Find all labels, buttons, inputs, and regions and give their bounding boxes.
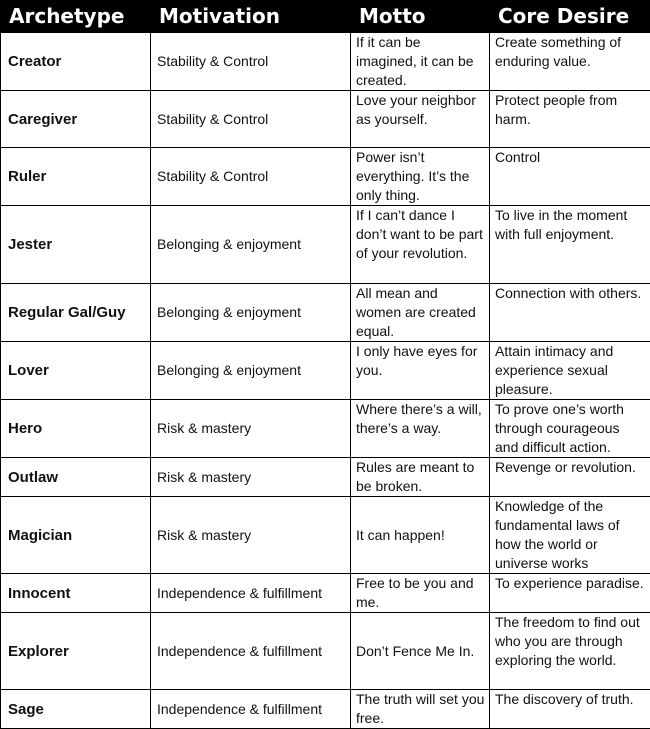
table-row bbox=[1, 342, 650, 400]
motivation-cell: Risk & mastery bbox=[151, 458, 351, 497]
motivation-cell: Stability & Control bbox=[151, 148, 351, 206]
motivation-cell: Independence & fulfillment bbox=[151, 690, 351, 729]
motivation-cell: Independence & fulfillment bbox=[151, 574, 351, 613]
motto-cell: If I can’t dance I don’t want to be part of your revolution. bbox=[351, 206, 490, 284]
archetype-cell: Explorer bbox=[1, 613, 151, 690]
core-desire-cell: Control bbox=[490, 148, 650, 206]
motto-cell: Power isn’t everything. It’s the only thing. bbox=[351, 148, 490, 206]
archetype-cell: Caregiver bbox=[1, 91, 151, 148]
archetype-cell: Creator bbox=[1, 33, 151, 91]
core-desire-cell: The freedom to find out who you are through exploring the world. bbox=[490, 613, 650, 690]
archetype-cell: Lover bbox=[1, 342, 151, 400]
core-desire-cell: To experience paradise. bbox=[490, 574, 650, 613]
header-motivation: Motivation bbox=[151, 0, 351, 33]
archetype-cell: Sage bbox=[1, 690, 151, 729]
motto-cell: The truth will set you free. bbox=[351, 690, 490, 729]
motto-cell: I only have eyes for you. bbox=[351, 342, 490, 400]
motivation-cell: Stability & Control bbox=[151, 33, 351, 91]
archetype-cell: Regular Gal/Guy bbox=[1, 284, 151, 342]
table-row bbox=[1, 284, 650, 342]
table-body bbox=[1, 33, 650, 729]
header-core-desire: Core Desire bbox=[490, 0, 650, 33]
motto-cell: If it can be imagined, it can be created. bbox=[351, 33, 490, 91]
motto-cell: All mean and women are created equal. bbox=[351, 284, 490, 342]
motivation-cell: Risk & mastery bbox=[151, 497, 351, 574]
table-row bbox=[1, 33, 650, 91]
motto-cell: Free to be you and me. bbox=[351, 574, 490, 613]
motto-cell: It can happen! bbox=[351, 497, 490, 574]
archetype-cell: Innocent bbox=[1, 574, 151, 613]
archetype-cell: Ruler bbox=[1, 148, 151, 206]
motto-cell: Love your neighbor as yourself. bbox=[351, 91, 490, 148]
core-desire-cell: Attain intimacy and experience sexual pleasure. bbox=[490, 342, 650, 400]
header-motto: Motto bbox=[351, 0, 490, 33]
motto-cell: Don’t Fence Me In. bbox=[351, 613, 490, 690]
archetype-cell: Magician bbox=[1, 497, 151, 574]
table-row bbox=[1, 613, 650, 690]
archetype-cell: Jester bbox=[1, 206, 151, 284]
table-row bbox=[1, 458, 650, 497]
table-row bbox=[1, 91, 650, 148]
table-row bbox=[1, 690, 650, 729]
core-desire-cell: To prove one’s worth through courageous and difficult action. bbox=[490, 400, 650, 458]
core-desire-cell: Connection with others. bbox=[490, 284, 650, 342]
table-header bbox=[1, 0, 650, 33]
core-desire-cell: The discovery of truth. bbox=[490, 690, 650, 729]
table-row bbox=[1, 400, 650, 458]
core-desire-cell: Create something of enduring value. bbox=[490, 33, 650, 91]
motivation-cell: Stability & Control bbox=[151, 91, 351, 148]
core-desire-cell: Revenge or revolution. bbox=[490, 458, 650, 497]
motto-cell: Rules are meant to be broken. bbox=[351, 458, 490, 497]
table-row bbox=[1, 574, 650, 613]
archetype-cell: Outlaw bbox=[1, 458, 151, 497]
core-desire-cell: To live in the moment with full enjoyment. bbox=[490, 206, 650, 284]
motivation-cell: Independence & fulfillment bbox=[151, 613, 351, 690]
motivation-cell: Belonging & enjoyment bbox=[151, 284, 351, 342]
archetype-cell: Hero bbox=[1, 400, 151, 458]
motivation-cell: Belonging & enjoyment bbox=[151, 342, 351, 400]
motto-cell: Where there’s a will, there’s a way. bbox=[351, 400, 490, 458]
motivation-cell: Risk & mastery bbox=[151, 400, 351, 458]
core-desire-cell: Protect people from harm. bbox=[490, 91, 650, 148]
header-archetype: Archetype bbox=[1, 0, 151, 33]
table-row bbox=[1, 497, 650, 574]
core-desire-cell: Knowledge of the fundamental laws of how the world or universe works bbox=[490, 497, 650, 574]
header-row bbox=[1, 0, 650, 33]
table-row bbox=[1, 148, 650, 206]
motivation-cell: Belonging & enjoyment bbox=[151, 206, 351, 284]
table-row bbox=[1, 206, 650, 284]
